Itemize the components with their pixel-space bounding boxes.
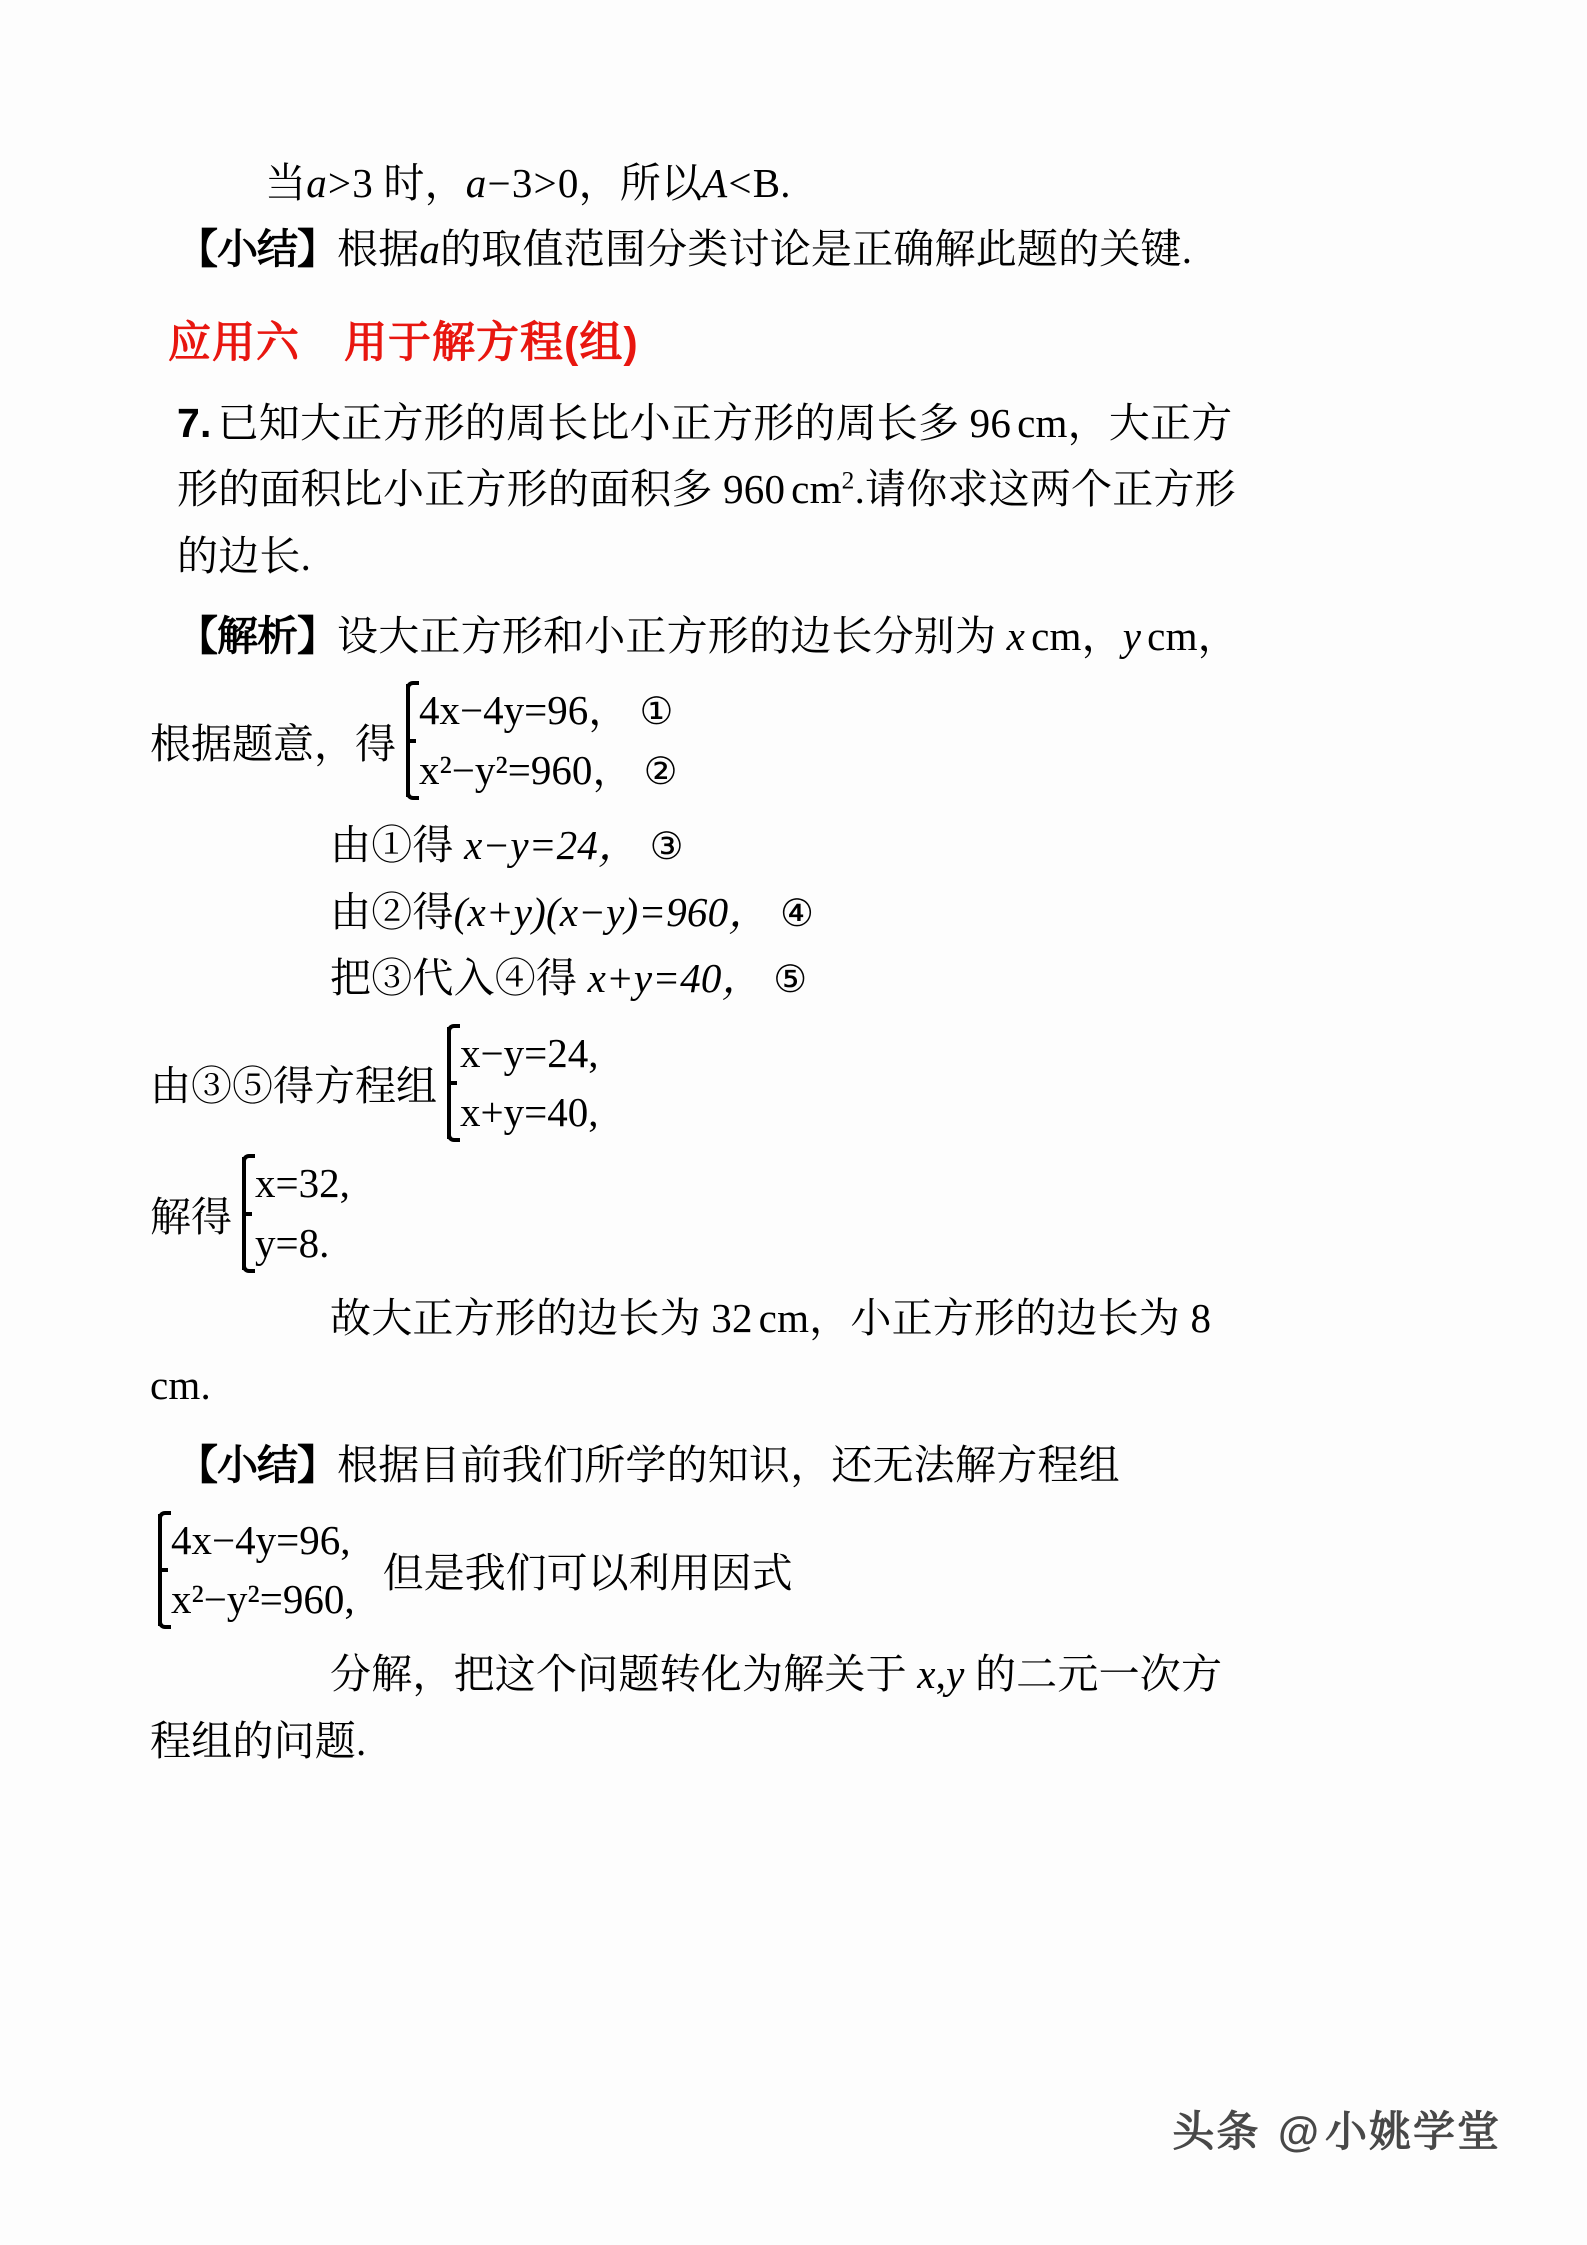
problem-line1-b: ，大正方 xyxy=(1067,399,1233,446)
top-statement-var-a2: a xyxy=(465,160,487,206)
solution-intro-a: 设大正方形和小正方形的边长分别为 xyxy=(337,613,997,660)
solution-step5-lead: 由③⑤得方程组 xyxy=(150,1063,437,1110)
top-statement-rel2: > xyxy=(533,160,557,206)
summary-2-text2: 但是我们可以利用因式 xyxy=(382,1550,793,1597)
solution-intro-comma: ， xyxy=(1081,613,1123,660)
equation-system-4 xyxy=(150,1511,355,1630)
solution-intro-y: y xyxy=(1122,613,1142,660)
solution-conclusion-line-2 xyxy=(150,1352,1440,1418)
summary-1-line xyxy=(177,216,1440,282)
solution-step1-eq1: 4x−4y=96， xyxy=(419,687,630,734)
summary-2-text1: 根据目前我们所学的知识，还无法解方程组 xyxy=(337,1442,1120,1489)
top-statement-var-A: A xyxy=(702,160,728,206)
summary-2-system-line xyxy=(150,1511,1440,1630)
equation-2-row: x+y=40, xyxy=(460,1088,599,1135)
left-brace xyxy=(398,681,415,800)
problem-number: 7. xyxy=(177,399,212,446)
equation-1-row: x−y=24, xyxy=(460,1029,599,1076)
summary-1-text-after: 的取值范围分类讨论是正确解此题的关键. xyxy=(440,226,1193,273)
summary-2-text3-y: y xyxy=(946,1651,965,1698)
top-statement-minus: − xyxy=(487,160,511,206)
solution-intro-unit2: cm xyxy=(1147,613,1198,660)
solution-step4-mark: ⑤ xyxy=(773,957,808,1002)
solution-step3-mark: ④ xyxy=(779,890,814,935)
solution-conclusion-b: ，小正方形的边长为 xyxy=(809,1295,1180,1342)
equation-system-3 xyxy=(234,1154,350,1273)
section-heading xyxy=(168,309,1440,370)
top-statement-num3: 3 xyxy=(352,160,373,206)
problem-line3: 的边长. xyxy=(177,532,312,579)
solution-step-1 xyxy=(150,681,1440,800)
section-heading-right: 用于解方程(组) xyxy=(344,318,639,367)
problem-line1-unit: cm xyxy=(1017,399,1068,446)
solution-step3-lead: 由②得 xyxy=(330,888,454,935)
equation-system-2 xyxy=(439,1024,599,1143)
solution-intro-line xyxy=(177,603,1440,669)
solution-conclusion-a: 故大正方形的边长为 xyxy=(330,1295,701,1342)
solution-step-6 xyxy=(150,1154,1440,1273)
problem-line1-num: 96 xyxy=(969,399,1012,446)
summary-2-text3-a: 分解，把这个问题转化为解关于 xyxy=(330,1651,907,1698)
top-statement-comma: ， xyxy=(578,160,620,206)
solution-step-5 xyxy=(150,1024,1440,1143)
equation-1-row: 4x−4y=96, xyxy=(171,1516,351,1563)
summary-2-line-3 xyxy=(330,1641,1440,1707)
equation-2-row xyxy=(419,741,677,800)
top-statement-num0: 0 xyxy=(557,160,579,206)
top-statement-rel1: > xyxy=(327,160,352,206)
solution-intro-x: x xyxy=(1006,613,1026,660)
solution-step-4 xyxy=(330,945,1440,1011)
solution-step2-expr: x−y=24， xyxy=(464,822,640,869)
problem-line-3 xyxy=(177,523,1440,589)
left-brace xyxy=(150,1511,167,1630)
problem-line2-sup: 2 xyxy=(841,466,855,495)
solution-step6-lead: 解得 xyxy=(150,1194,232,1241)
top-statement-var-a1: a xyxy=(306,160,327,206)
equation-1-row xyxy=(419,681,677,740)
equation-1-row: x=32, xyxy=(255,1160,350,1207)
spacer xyxy=(150,1418,1440,1432)
summary-1-tag: 【小结】 xyxy=(177,226,337,273)
top-statement-rel3: < xyxy=(728,160,752,206)
summary-2-tag: 【小结】 xyxy=(177,1442,337,1489)
watermark-account: 小姚学堂 xyxy=(1324,2108,1501,2155)
problem-line-2 xyxy=(177,456,1440,522)
solution-step-2 xyxy=(330,812,1440,878)
solution-tag: 【解析】 xyxy=(177,613,337,660)
problem-line2-b: .请你求这两个正方形 xyxy=(854,466,1236,513)
top-statement-mid: 时， xyxy=(383,160,466,206)
watermark-at: @ xyxy=(1278,2108,1321,2155)
solution-step-3 xyxy=(330,879,1440,945)
solution-step1-eq2: x²−y²=960， xyxy=(419,746,634,793)
summary-2-line-4 xyxy=(150,1708,1440,1774)
solution-step1-lead: 根据题意，得 xyxy=(150,721,396,768)
top-statement-num3b: 3 xyxy=(511,160,533,206)
solution-intro-unit1: cm xyxy=(1031,613,1082,660)
left-brace xyxy=(439,1024,456,1143)
page-content xyxy=(150,150,1440,1774)
solution-intro-end: ， xyxy=(1197,613,1239,660)
left-brace xyxy=(234,1154,251,1273)
section-heading-left: 应用六 xyxy=(168,318,300,367)
solution-step4-expr: x+y=40， xyxy=(587,955,763,1002)
equation-system-1 xyxy=(398,681,677,800)
solution-conclusion-line-1 xyxy=(330,1285,1440,1351)
solution-step1-mark1: ① xyxy=(639,689,674,734)
solution-conclusion-unit2: cm. xyxy=(150,1361,211,1408)
watermark-platform: 头条 xyxy=(1172,2108,1261,2155)
solution-conclusion-num1: 32 xyxy=(711,1295,753,1342)
summary-2-text3-x: x xyxy=(917,1651,936,1698)
summary-1-var: a xyxy=(419,226,441,273)
solution-conclusion-unit1: cm xyxy=(758,1295,810,1342)
solution-step2-lead: 由①得 xyxy=(330,822,454,869)
spacer xyxy=(150,589,1440,603)
equation-2-row: x²−y²=960, xyxy=(171,1575,355,1622)
solution-step2-mark: ③ xyxy=(649,824,684,869)
problem-line2-unit: cm xyxy=(791,466,842,513)
solution-step1-mark2: ② xyxy=(643,748,678,793)
summary-2-text4: 程组的问题. xyxy=(150,1717,367,1764)
solution-step3-expr: (x+y)(x−y)=960， xyxy=(453,888,770,935)
problem-line2-num: 960 xyxy=(723,466,786,513)
top-statement-prefix: 当 xyxy=(265,160,307,206)
problem-line-1 xyxy=(177,390,1440,456)
equation-2-row: y=8. xyxy=(255,1219,330,1266)
summary-2-text3-b: 的二元一次方 xyxy=(974,1651,1223,1698)
problem-line1-a: 已知大正方形的周长比小正方形的周长多 xyxy=(217,399,960,446)
top-statement-line xyxy=(265,150,1440,216)
problem-statement xyxy=(177,390,1440,589)
problem-line2-a: 形的面积比小正方形的面积多 xyxy=(177,466,713,513)
watermark xyxy=(1172,2099,1501,2159)
summary-2-text3-comma: , xyxy=(935,1651,947,1698)
solution-step4-lead: 把③代入④得 xyxy=(330,955,578,1002)
summary-1-text-before: 根据 xyxy=(337,226,420,273)
top-statement-var-B: B. xyxy=(752,160,791,206)
solution-conclusion-num2: 8 xyxy=(1190,1295,1212,1342)
summary-2-line-1 xyxy=(177,1432,1440,1498)
top-statement-conclusion-lead: 所以 xyxy=(619,160,703,206)
